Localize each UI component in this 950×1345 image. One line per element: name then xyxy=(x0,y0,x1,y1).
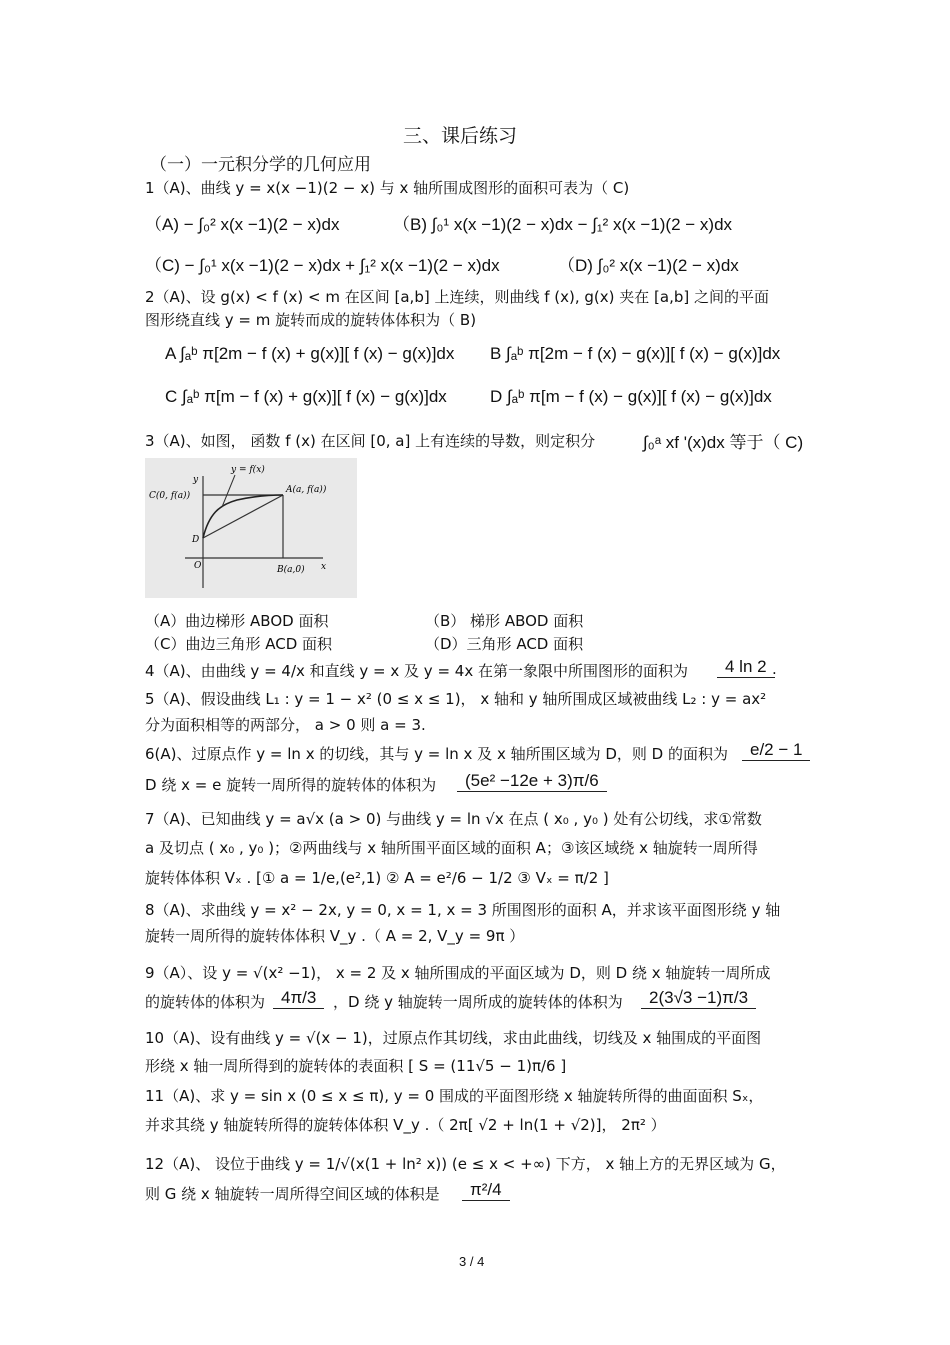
question-6-answer-1: e/2 − 1 xyxy=(742,740,810,761)
question-1-stem: 1（A)、曲线 y = x(x −1)(2 − x) 与 x 轴所围成图形的面积可表为（ C) xyxy=(145,179,630,197)
question-3-stem: 3（A)、如图， 函数 f (x) 在区间 [0, a] 上有连续的导数，则定积分 xyxy=(145,432,596,450)
x-axis-label: x xyxy=(321,562,327,572)
question-2-line-2: 图形绕直线 y = m 旋转而成的旋转体体积为（ B) xyxy=(145,311,477,329)
question-7-line-1: 7（A)、已知曲线 y = a√x (a > 0) 与曲线 y = ln √x 在点 ( x₀ , y₀ ) 处有公切线，求①常数 xyxy=(145,810,762,828)
origin-label: O xyxy=(194,561,202,571)
question-11-line-1: 11（A)、求 y = sin x (0 ≤ x ≤ π), y = 0 围成的平面图形绕 x 轴旋转所得的曲面面积 Sₓ， xyxy=(145,1087,764,1105)
question-6-line-2: D 绕 x = e 旋转一周所得的旋转体的体积为 xyxy=(145,776,437,794)
point-a-label: A(a, f(a)) xyxy=(286,485,327,495)
page-number: 3 / 4 xyxy=(459,1254,485,1269)
question-2-line-1: 2（A)、设 g(x) < f (x) < m 在区间 [a,b] 上连续，则曲线 f (x), g(x) 夹在 [a,b] 之间的平面 xyxy=(145,288,769,306)
question-3-figure xyxy=(145,458,357,598)
page-title: 三、课后练习 xyxy=(403,125,518,147)
question-9-line-1: 9（A）、设 y = √(x² −1)， x = 2 及 x 轴所围成的平面区域为 D，则 D 绕 x 轴旋转一周所成 xyxy=(145,964,771,982)
question-1-option-a: （A) − ∫₀² x(x −1)(2 − x)dx xyxy=(145,215,340,234)
question-2-option-c: C ∫ₐᵇ π[m − f (x) + g(x)][ f (x) − g(x)]dx xyxy=(165,387,447,406)
point-c-label: C(0, f(a)) xyxy=(149,491,191,501)
question-1-option-b: （B) ∫₀¹ x(x −1)(2 − x)dx − ∫₁² x(x −1)(2 − x)dx xyxy=(393,215,733,234)
question-9-answer-2: 2(3√3 −1)π/3 xyxy=(641,988,756,1009)
question-8-line-2: 旋转一周所得的旋转体体积 V_y .（ A = 2, V_y = 9π ） xyxy=(145,927,525,945)
question-4-stem: 4（A)、由曲线 y = 4/x 和直线 y = x 及 y = 4x 在第一象限中所围图形的面积为 xyxy=(145,662,688,680)
point-b-label: B(a,0) xyxy=(277,565,305,575)
question-1-option-c: （C) − ∫₀¹ x(x −1)(2 − x)dx + ∫₁² x(x −1)(2 − x)dx xyxy=(145,256,500,275)
question-3-option-d: （D）三角形 ACD 面积 xyxy=(425,635,584,653)
point-d-label: D xyxy=(192,535,200,545)
question-11-line-2: 并求其绕 y 轴旋转所得的旋转体体积 V_y .（ 2π[ √2 + ln(1 + √2)]， 2π² ） xyxy=(145,1116,666,1134)
question-4-period: . xyxy=(772,660,777,678)
curve-label: y = f(x) xyxy=(231,465,265,475)
question-2-option-b: B ∫ₐᵇ π[2m − f (x) − g(x)][ f (x) − g(x)]dx xyxy=(490,344,781,363)
question-3-integral: ∫₀ᵃ xf '(x)dx 等于（ C) xyxy=(643,433,804,452)
question-9-answer-1: 4π/3 xyxy=(273,988,324,1009)
question-2-option-a: A ∫ₐᵇ π[2m − f (x) + g(x)][ f (x) − g(x)]dx xyxy=(165,344,455,363)
question-3-option-c: （C）曲边三角形 ACD 面积 xyxy=(145,635,333,653)
question-3-option-a: （A）曲边梯形 ABOD 面积 xyxy=(145,612,329,630)
section-heading: （一）一元积分学的几何应用 xyxy=(150,155,371,175)
y-axis-label: y xyxy=(193,475,199,485)
question-6-line-1: 6(A)、过原点作 y = ln x 的切线，其与 y = ln x 及 x 轴所围区域为 D，则 D 的面积为 xyxy=(145,745,729,763)
question-2-option-d: D ∫ₐᵇ π[m − f (x) − g(x)][ f (x) − g(x)]dx xyxy=(490,387,772,406)
question-10-line-1: 10（A)、设有曲线 y = √(x − 1)，过原点作其切线，求由此曲线，切线及 x 轴围成的平面图 xyxy=(145,1029,762,1047)
question-4-answer: 4 ln 2 xyxy=(717,657,775,678)
question-8-line-1: 8（A)、求曲线 y = x² − 2x, y = 0, x = 1, x = 3 所围图形的面积 A，并求该平面图形绕 y 轴 xyxy=(145,901,781,919)
question-9-mid: ，D 绕 y 轴旋转一周所成的旋转体的体积为 xyxy=(333,993,623,1011)
question-3-option-b: （B） 梯形 ABOD 面积 xyxy=(425,612,584,630)
question-5-line-2: 分为面积相等的两部分， a > 0 则 a = 3. xyxy=(145,716,426,734)
question-7-line-2: a 及切点 ( x₀ , y₀ )；②两曲线与 x 轴所围平面区域的面积 A；③该区域绕 x 轴旋转一周所得 xyxy=(145,839,758,857)
question-6-answer-2: (5e² −12e + 3)π/6 xyxy=(457,771,607,792)
question-1-option-d: （D) ∫₀² x(x −1)(2 − x)dx xyxy=(558,256,739,275)
question-12-line-2: 则 G 绕 x 轴旋转一周所得空间区域的体积是 xyxy=(145,1185,440,1203)
question-10-line-2: 形绕 x 轴一周所得到的旋转体的表面积 [ S = (11√5 − 1)π/6 ] xyxy=(145,1057,567,1075)
question-12-line-1: 12（A)、 设位于曲线 y = 1/√(x(1 + ln² x)) (e ≤ x < +∞) 下方， x 轴上方的无界区域为 G， xyxy=(145,1155,786,1173)
question-9-line-2: 的旋转体的体积为 xyxy=(145,993,266,1011)
question-12-answer: π²/4 xyxy=(462,1180,510,1201)
question-7-line-3: 旋转体体积 Vₓ . [① a = 1/e,(e²,1) ② A = e²/6 − 1/2 ③ Vₓ = π/2 ] xyxy=(145,869,609,887)
question-5-line-1: 5（A)、假设曲线 L₁ : y = 1 − x² (0 ≤ x ≤ 1)， x 轴和 y 轴所围成区域被曲线 L₂ : y = ax² xyxy=(145,690,767,708)
